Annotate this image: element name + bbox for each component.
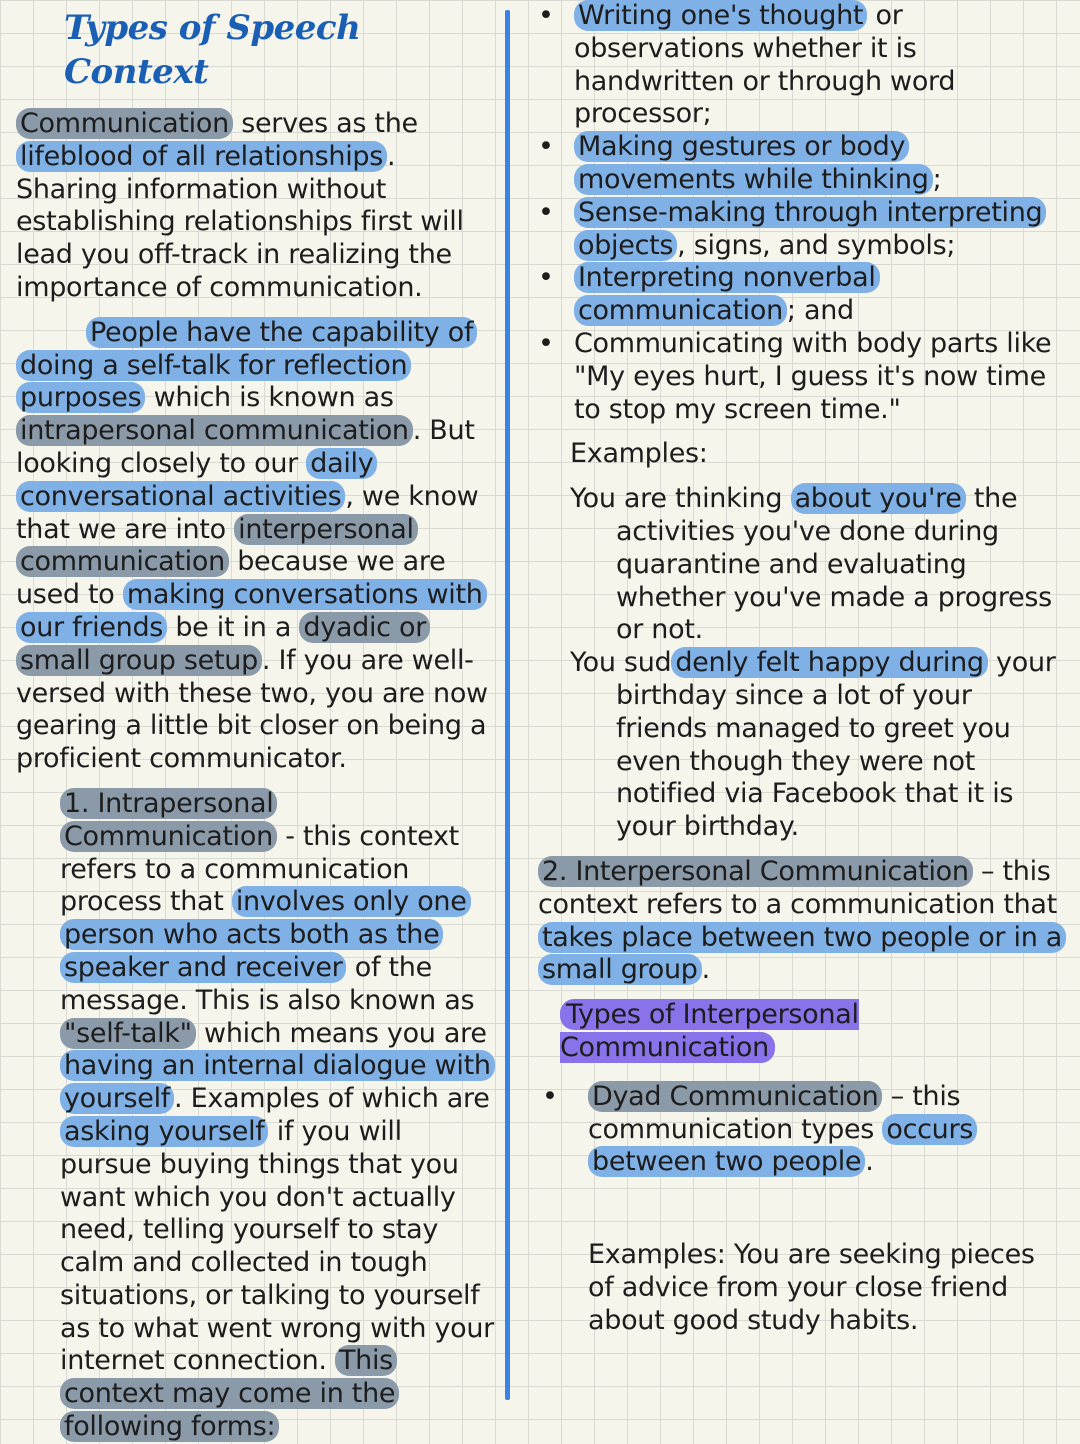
highlight-asking-yourself: asking yourself (60, 1116, 268, 1147)
interpersonal-heading: 2. Interpersonal Communication (538, 856, 973, 887)
example-item: You sud denly felt happy during your birthday since a lot of your friends managed to greet you even though they were not notified via Facebook that it is your birthday. (570, 647, 1056, 843)
left-column (16, 0, 494, 1444)
highlight-daily-activities: daily conversational activities (16, 448, 377, 512)
list-item: • Communicating with body parts like "My eyes hurt, I guess it's now time to stop my screen time." (538, 328, 1068, 426)
highlight-self-talk: People have the capability of doing a self-talk for reflection purposes (16, 317, 477, 414)
highlight-internal-dialogue: having an internal dialogue with yourself (60, 1050, 495, 1114)
intrapersonal-heading: 1. Intrapersonal Communication (60, 788, 277, 852)
examples-label: Examples: (570, 438, 708, 470)
highlight-occurs-between: occurs between two people (588, 1114, 977, 1178)
highlight-two-people: takes place between two people or in a small group (538, 922, 1066, 986)
highlight-lifeblood: lifeblood of all relationships (16, 141, 387, 172)
dyad-section: • Dyad Communication – this communication types occurs between two people . (538, 1081, 1068, 1179)
column-divider (505, 10, 510, 1400)
right-column (538, 0, 1068, 1337)
types-heading: Types of Interpersonal Communication (560, 999, 859, 1063)
list-item: • Writing one's thought or observations whether it is handwritten or through word processor; (538, 0, 1068, 131)
highlight-communication: Communication (16, 108, 233, 139)
intro-paragraph: Communication serves as the lifeblood of all relationships . Sharing information without establishing relationships first will lead you off-track in realizing the importance of communication. (16, 108, 464, 303)
highlight-forms: This context may come in the following forms: (60, 1345, 399, 1442)
highlight-dyadic: dyadic or small group setup (16, 612, 430, 676)
intrapersonal-section: 1. Intrapersonal Communication - this context refers to a communication process that involves only one person who acts both as the speaker and receiver of the message. This is also known as "self-talk" which means you are having an internal dialogue with yourself . Examples of which are asking yourself if you will pursue buying things that you want which you don't actually need, telling yourself to stay calm and collected in tough situations, or talking to yourself as to what went wrong with your internet connection. This context may come in the following forms: (60, 787, 494, 1443)
highlight-self-talk-term: "self-talk" (60, 1018, 196, 1049)
highlight-one-person: involves only one person who acts both as the speaker and receiver (60, 886, 471, 983)
context-paragraph: People have the capability of doing a self-talk for reflection purposes which is known as intrapersonal communication . But looking closely to our daily conversational activities , we know that we are into interpersonal communication because we are used to making conversations with our friends be it in a dyadic or small group setup . If you are well-versed with these two, you are now gearing a little bit closer on being a proficient communicator. (16, 316, 488, 775)
highlight-conversations: making conversations with our friends (16, 579, 487, 643)
list-item: • Interpreting nonverbal communication ; and (538, 262, 1068, 328)
dyad-heading: Dyad Communication (588, 1081, 882, 1112)
dyad-examples: Examples: You are seeking pieces of advice from your close friend about good study habits. (588, 1239, 1035, 1336)
list-item: • Sense-making through interpreting objects , signs, and symbols; (538, 197, 1068, 263)
interpersonal-section: 2. Interpersonal Communication – this context refers to a communication that takes place between two people or in a small group . (538, 856, 1068, 987)
list-item: • Making gestures or body movements while thinking ; (538, 131, 1068, 197)
page-title: Types of Speech Context (64, 8, 361, 92)
highlight-interpersonal: interpersonal communication (16, 514, 418, 578)
example-item: You are thinking about you're the activities you've done during quarantine and evaluating whether you've made a progress or not. (570, 483, 1052, 646)
forms-list (538, 0, 1068, 426)
highlight-intrapersonal: intrapersonal communication (16, 415, 413, 446)
